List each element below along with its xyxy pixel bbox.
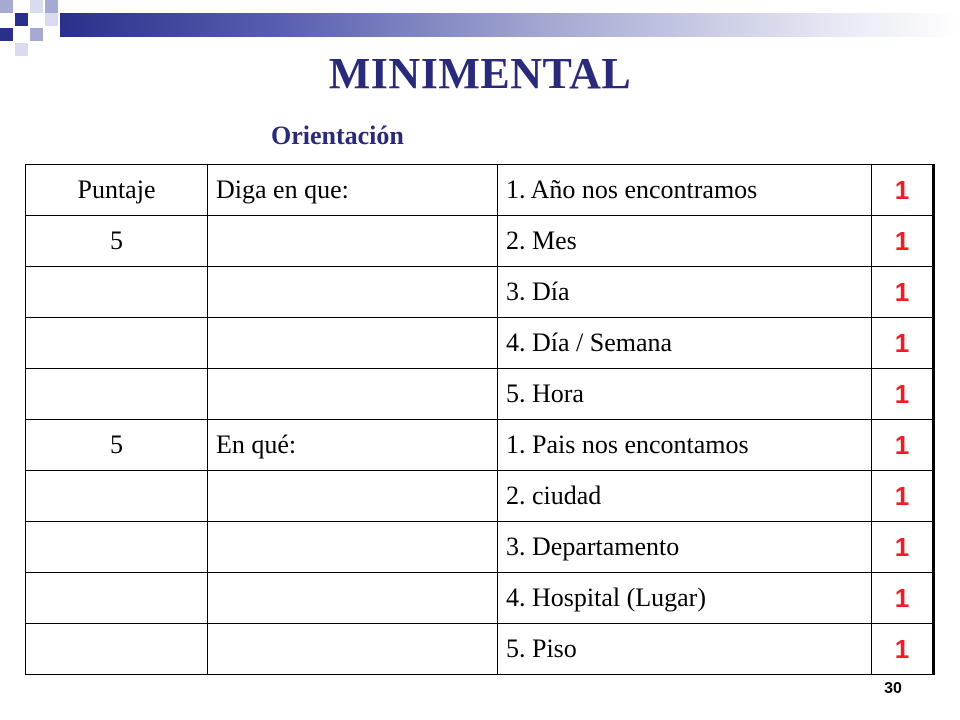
group-cell xyxy=(208,318,498,369)
puntaje-cell xyxy=(26,369,208,420)
table-row xyxy=(26,522,934,573)
decor-square xyxy=(0,28,13,41)
item-cell: 2. Mes xyxy=(498,216,872,267)
table-row xyxy=(26,369,934,420)
slide-title: MINIMENTAL xyxy=(328,49,632,98)
table-row xyxy=(26,267,934,318)
score-cell: 1 xyxy=(872,624,934,675)
puntaje-cell xyxy=(26,624,208,675)
item-cell: 1. Pais nos encontamos xyxy=(498,420,872,471)
page-number: 30 xyxy=(884,680,902,697)
group-cell: En qué: xyxy=(208,420,498,471)
score-cell: 1 xyxy=(872,216,934,267)
decor-square xyxy=(45,0,58,13)
puntaje-cell xyxy=(26,522,208,573)
table-row xyxy=(26,420,934,471)
decor-square xyxy=(15,13,28,26)
item-cell: 3. Día xyxy=(498,267,872,318)
group-cell xyxy=(208,624,498,675)
table-row xyxy=(26,573,934,624)
puntaje-cell: 5 xyxy=(26,420,208,471)
decor-square xyxy=(30,0,43,13)
group-cell xyxy=(208,369,498,420)
decor-square xyxy=(30,28,43,41)
score-cell: 1 xyxy=(872,420,934,471)
item-cell: 5. Piso xyxy=(498,624,872,675)
group-cell xyxy=(208,522,498,573)
score-cell: 1 xyxy=(872,573,934,624)
group-cell xyxy=(208,216,498,267)
score-cell: 1 xyxy=(872,318,934,369)
score-cell: 1 xyxy=(872,522,934,573)
decor-square xyxy=(45,13,58,26)
table-row xyxy=(26,624,934,675)
group-cell xyxy=(208,267,498,318)
header-gradient-bar xyxy=(60,13,960,37)
table-row xyxy=(26,216,934,267)
group-cell: Diga en que: xyxy=(208,165,498,216)
item-cell: 1. Año nos encontramos xyxy=(498,165,872,216)
item-cell: 5. Hora xyxy=(498,369,872,420)
score-cell: 1 xyxy=(872,267,934,318)
puntaje-cell: 5 xyxy=(26,216,208,267)
puntaje-cell xyxy=(26,573,208,624)
puntaje-cell: Puntaje xyxy=(26,165,208,216)
group-cell xyxy=(208,471,498,522)
item-cell: 4. Día / Semana xyxy=(498,318,872,369)
puntaje-cell xyxy=(26,267,208,318)
decor-square xyxy=(0,0,13,13)
table-row xyxy=(26,165,934,216)
score-cell: 1 xyxy=(872,471,934,522)
score-cell: 1 xyxy=(872,369,934,420)
score-cell: 1 xyxy=(872,165,934,216)
group-cell xyxy=(208,573,498,624)
item-cell: 2. ciudad xyxy=(498,471,872,522)
table-row xyxy=(26,471,934,522)
item-cell: 4. Hospital (Lugar) xyxy=(498,573,872,624)
item-cell: 3. Departamento xyxy=(498,522,872,573)
puntaje-cell xyxy=(26,471,208,522)
puntaje-cell xyxy=(26,318,208,369)
orientation-table xyxy=(25,164,935,675)
slide-subtitle: Orientación xyxy=(271,121,404,150)
table-row xyxy=(26,318,934,369)
